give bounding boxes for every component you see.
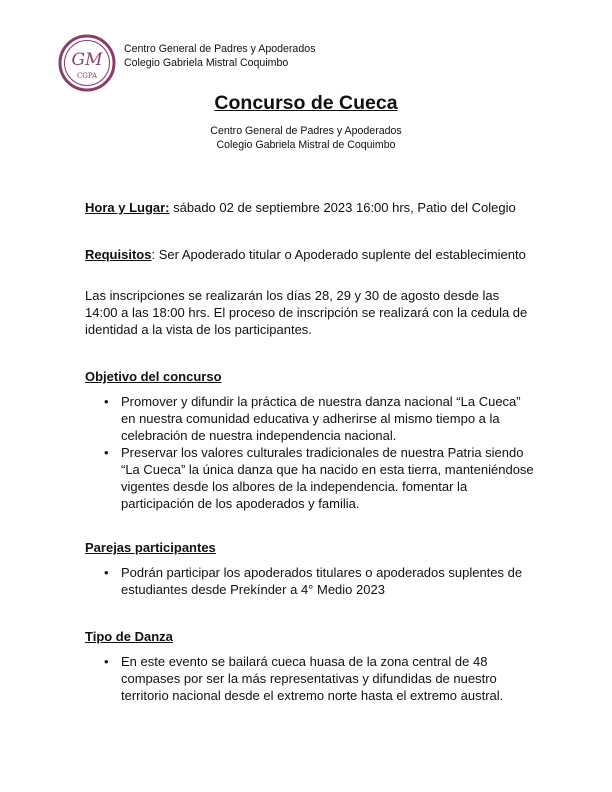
header-org-line1: Centro General de Padres y Apoderados [124, 43, 316, 55]
header-organization [124, 42, 315, 70]
cgpa-logo [58, 34, 116, 92]
requisitos-paragraph [85, 246, 535, 263]
requisitos-text: : Ser Apoderado titular o Apoderado suplente del establecimiento [151, 247, 526, 262]
hora-lugar-label: Hora y Lugar: [85, 200, 170, 215]
list-item: • En este evento se bailará cueca huasa de la zona central de 48 compases por ser la más representativas y difundidas de nuestro territorio nacional desde el extremo norte hasta el extremo austral. [85, 653, 535, 704]
tipo-list [85, 653, 535, 704]
parejas-heading: Parejas participantes [85, 540, 216, 555]
hora-lugar-paragraph [85, 199, 535, 216]
parejas-section [85, 539, 535, 598]
subtitle-line1: Centro General de Padres y Apoderados [210, 125, 402, 137]
logo-text: CGPA [76, 72, 98, 80]
logo-monogram: GM [71, 50, 103, 70]
objetivo-list [85, 393, 535, 512]
subtitle-line2: Colegio Gabriela Mistral de Coquimbo [216, 139, 396, 151]
tipo-heading: Tipo de Danza [85, 629, 173, 644]
hora-lugar-text: sábado 02 de septiembre 2023 16:00 hrs, Patio del Colegio [169, 200, 516, 215]
objetivo-heading: Objetivo del concurso [85, 369, 222, 384]
parejas-list [85, 564, 535, 598]
inscripciones-text: Las inscripciones se realizarán los días 28, 29 y 30 de agosto desde las 14:00 a las 18:00 hrs. El proceso de inscripción se realizará con la cedula de identidad a la vista de los participantes. [85, 288, 528, 337]
requisitos-label: Requisitos [85, 247, 152, 262]
list-item: • Podrán participar los apoderados titulares o apoderados suplentes de estudiantes desde Prekínder a 4° Medio 2023 [85, 564, 535, 598]
tipo-section [85, 628, 535, 704]
inscripciones-paragraph [85, 287, 535, 338]
subtitle [0, 124, 612, 152]
objetivo-section [85, 368, 535, 512]
list-item: • Promover y difundir la práctica de nuestra danza nacional “La Cueca” en nuestra comunidad educativa y adherirse al mismo tiempo a la celebración de nuestra independencia nacional. [85, 393, 535, 444]
header-org-line2: Colegio Gabriela Mistral Coquimbo [124, 57, 289, 69]
page-title: Concurso de Cueca [214, 92, 398, 114]
list-item: • Preservar los valores culturales tradicionales de nuestra Patria siendo “La Cueca” la única danza que ha nacido en esta tierra, manteniéndose vigentes desde los albores de la independencia. fomentar la participación de los apoderados y familia. [85, 444, 535, 512]
